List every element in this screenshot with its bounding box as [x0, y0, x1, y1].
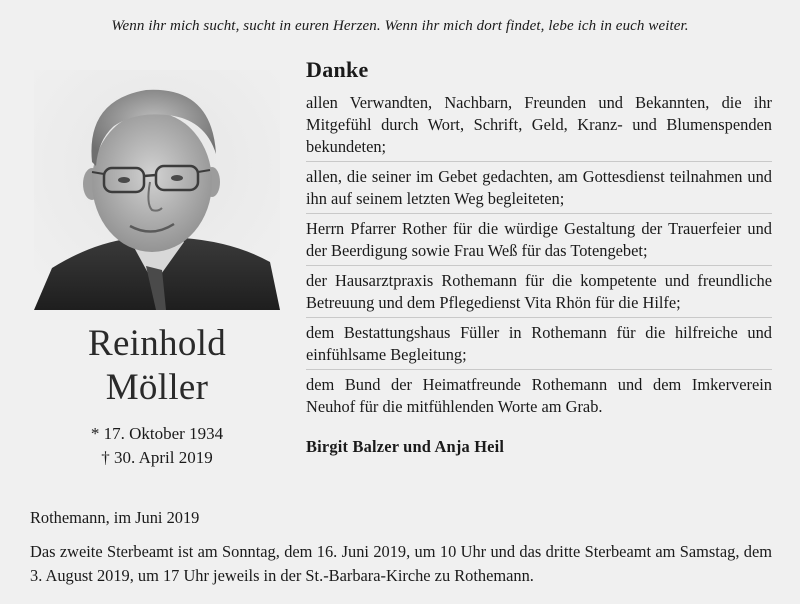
thanks-section	[306, 54, 772, 457]
thanks-paragraph-heimatfreunde: dem Bund der Heimatfreunde Rothemann und dem Imkerverein Neuhof für die mitfühlenden Worte am Grab.	[306, 375, 772, 416]
thanks-paragraph-funeral-home: dem Bestattungshaus Füller in Rothemann für die hilfreiche und einfühlsame Begleitung;	[306, 322, 772, 370]
signature: Birgit Balzer und Anja Heil	[306, 437, 505, 456]
place-date: Rothemann, im Juni 2019	[30, 508, 200, 527]
thanks-heading: Danke	[306, 57, 369, 82]
life-dates	[34, 422, 280, 470]
first-name: Reinhold	[87, 323, 227, 364]
thanks-paragraph-doctor: der Hausarztpraxis Rothemann für die kompetente und freundliche Betreuung und dem Pflegedienst Vita Rhön für die Hilfe;	[306, 270, 772, 318]
birth-date: * 17. Oktober 1934	[90, 424, 224, 443]
portrait-photo	[34, 70, 280, 310]
deceased-name	[34, 322, 280, 410]
thanks-paragraph-pastor: Herrn Pfarrer Rother für die würdige Gestaltung der Trauerfeier und der Beerdigung sowie Frau Weß für das Totengebet;	[306, 218, 772, 266]
motto-quote: Wenn ihr mich sucht, sucht in euren Herzen. Wenn ihr mich dort findet, lebe ich in euch weiter.	[111, 18, 689, 34]
mass-announcement: Das zweite Sterbeamt ist am Sonntag, dem 16. Juni 2019, um 10 Uhr und das dritte Sterbeamt am Samstag, dem 3. August 2019, um 17 Uhr jeweils in der St.-Barbara-Kirche zu Rothemann.	[30, 542, 772, 585]
last-name: Möller	[105, 367, 209, 408]
thanks-paragraph-relatives: allen Verwandten, Nachbarn, Freunden und Bekannten, die ihr Mitgefühl durch Wort, Schrift, Geld, Kranz- und Blumenspenden bekundeten;	[306, 92, 772, 162]
thanks-paragraph-prayer: allen, die seiner im Gebet gedachten, am Gottesdienst teilnahmen und ihn auf seinem letzten Weg begleiteten;	[306, 166, 772, 214]
death-date: † 30. April 2019	[101, 448, 213, 467]
